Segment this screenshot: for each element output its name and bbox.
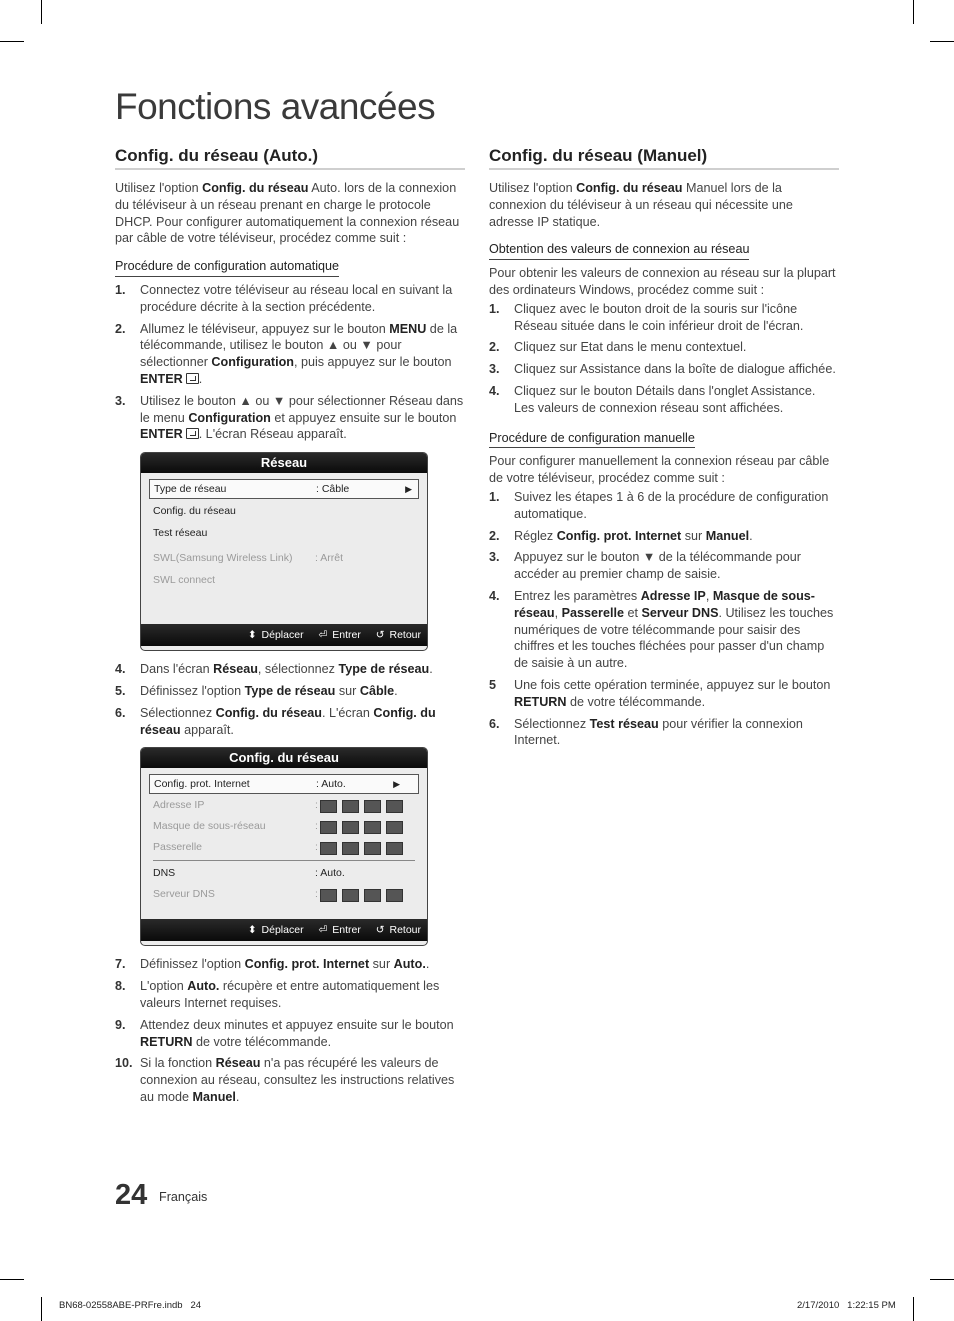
osd-row-dns-server[interactable]: Serveur DNS :: [149, 884, 419, 905]
list-item: 1. Connectez votre téléviseur au réseau local en suivant la procédure décrite à la section précédente.: [115, 282, 453, 314]
crop-mark: [913, 0, 914, 24]
ip-field: [386, 800, 403, 813]
page-title: Fonctions avancées: [115, 86, 436, 127]
list-item: 3. Cliquez sur Assistance dans la boîte de dialogue affichée.: [489, 362, 836, 377]
ip-field: [320, 889, 337, 902]
list-item: 6. Sélectionnez Config. du réseau. L'écran Config. du réseau apparaît.: [115, 705, 436, 737]
list-item: 3. Utilisez le bouton ▲ ou ▼ pour sélectionner Réseau dans le menu Configuration et appuyez ensuite sur le bouton ENTER . L'écran Réseau apparaît.: [115, 393, 464, 442]
obtain-values-intro: Pour obtenir les valeurs de connexion au réseau sur la plupart des ordinateurs Windows, procédez comme suit :: [489, 266, 836, 297]
section-heading-manual: Config. du réseau (Manuel): [489, 146, 839, 170]
ip-field: [342, 800, 359, 813]
section-heading-auto: Config. du réseau (Auto.): [115, 146, 465, 170]
return-icon: ↺: [375, 924, 385, 937]
ip-field: [386, 842, 403, 855]
ip-field: [320, 842, 337, 855]
osd-row-network-test[interactable]: Test réseau: [153, 527, 208, 540]
subheading-obtain-values: Obtention des valeurs de connexion au réseau: [489, 241, 749, 260]
ip-field: [320, 821, 337, 834]
list-item: 6. Sélectionnez Test réseau pour vérifier la connexion Internet.: [489, 716, 803, 748]
print-slug-date: 2/17/2010 1:22:15 PM: [797, 1300, 896, 1311]
osd-row-subnet-mask[interactable]: Masque de sous-réseau :: [149, 816, 419, 837]
ip-field: [364, 821, 381, 834]
list-item: 2. Cliquez sur Etat dans le menu contextuel.: [489, 340, 747, 355]
list-item: 7. Définissez l'option Config. prot. Internet sur Auto..: [115, 957, 430, 972]
page-number: 24: [115, 1179, 148, 1211]
osd-row-ip-address[interactable]: Adresse IP :: [149, 795, 419, 816]
print-slug-file: BN68-02558ABE-PRFre.indb 24: [59, 1300, 202, 1311]
osd-title: Réseau: [141, 453, 427, 473]
list-item: 9. Attendez deux minutes et appuyez ensuite sur le bouton RETURN de votre télécommande.: [115, 1017, 454, 1049]
osd-network-config-screen: [140, 747, 428, 946]
ip-field: [342, 889, 359, 902]
list-item: 4. Dans l'écran Réseau, sélectionnez Type de réseau.: [115, 662, 433, 677]
ip-field: [320, 800, 337, 813]
steps-manual: [489, 489, 839, 749]
move-icon: ⬍: [247, 924, 257, 937]
ip-field: [386, 889, 403, 902]
crop-mark: [930, 1279, 954, 1280]
osd-title: Config. du réseau: [141, 748, 427, 768]
list-item: 2. Réglez Config. prot. Internet sur Manuel.: [489, 528, 753, 543]
ip-field: [342, 842, 359, 855]
steps-auto-part1: [115, 282, 465, 443]
enter-icon: ⏎: [318, 924, 328, 937]
list-item: 3. Appuyez sur le bouton ▼ de la télécommande pour accéder au premier champ de saisie.: [489, 550, 801, 582]
intro-manual: Utilisez l'option Config. du réseau Manuel lors de la connexion du téléviseur à un réseau qui nécessite une adresse IP statique.: [489, 181, 793, 229]
ip-field: [386, 821, 403, 834]
crop-mark: [930, 41, 954, 42]
intro-auto: Utilisez l'option Config. du réseau Auto. lors de la connexion du téléviseur à un réseau prenant en charge le protocole DHCP. Pour configurer automatiquement la connexion réseau par câble de votre téléviseur, procédez comme suit :: [115, 181, 460, 246]
return-icon: ↺: [375, 629, 385, 642]
arrow-right-icon: ▶: [405, 484, 412, 495]
list-item: 1. Cliquez avec le bouton droit de la souris sur l'icône Réseau située dans le coin inférieur droit de l'écran.: [489, 301, 804, 333]
osd-row-swl[interactable]: SWL(Samsung Wireless Link) : Arrêt: [153, 552, 344, 565]
crop-mark: [0, 1279, 24, 1280]
ip-field: [364, 800, 381, 813]
list-item: 8. L'option Auto. récupère et entre automatiquement les valeurs Internet requises.: [115, 979, 440, 1010]
ip-field: [342, 821, 359, 834]
enter-icon: [186, 373, 199, 384]
osd-row-gateway[interactable]: Passerelle :: [149, 837, 419, 858]
list-item: 5. Définissez l'option Type de réseau sur Câble.: [115, 683, 398, 698]
move-icon: ⬍: [247, 629, 257, 642]
osd-network-screen: [140, 452, 428, 651]
enter-icon: ⏎: [318, 629, 328, 642]
subheading-manual-procedure: Procédure de configuration manuelle: [489, 430, 695, 449]
osd-footer: ⬍ Déplacer ⏎ Entrer ↺ Retour: [141, 624, 427, 646]
osd-row-network-type[interactable]: Type de réseau : Câble ▶: [149, 479, 419, 499]
osd-row-network-config[interactable]: Config. du réseau: [153, 505, 236, 518]
list-item: 4. Entrez les paramètres Adresse IP, Masque de sous-réseau, Passerelle et Serveur DNS. Utilisez les touches numériques de votre télécommande pour saisir des chiffres et les touches fléchées pour passer d'un champ de saisie à un autre.: [489, 588, 834, 671]
enter-icon: [186, 428, 199, 439]
steps-auto-part3: [115, 956, 465, 1105]
osd-footer: ⬍ Déplacer ⏎ Entrer ↺ Retour: [141, 919, 427, 941]
list-item: 4. Cliquez sur le bouton Détails dans l'onglet Assistance. Les valeurs de connexion réseau sont affichées.: [489, 383, 816, 415]
crop-mark: [41, 1297, 42, 1321]
page-language: Français: [159, 1190, 208, 1204]
list-item: 10. Si la fonction Réseau n'a pas récupéré les valeurs de connexion au réseau, consultez les instructions relatives au mode Manuel.: [115, 1056, 455, 1104]
manual-procedure-intro: Pour configurer manuellement la connexion réseau par câble de votre téléviseur, procédez comme suit :: [489, 454, 830, 486]
right-column: [489, 146, 839, 754]
left-column: [115, 146, 465, 1111]
osd-row-dns[interactable]: DNS : Auto.: [153, 867, 345, 880]
subheading-auto-procedure: Procédure de configuration automatique: [115, 258, 339, 277]
osd-row-ip-protocol[interactable]: Config. prot. Internet : Auto. ▶: [149, 774, 419, 794]
list-item: 5 Une fois cette opération terminée, appuyez sur le bouton RETURN de votre télécommande.: [489, 677, 831, 709]
steps-auto-part2: [115, 661, 465, 738]
ip-field: [364, 842, 381, 855]
steps-obtain-values: [489, 301, 839, 417]
osd-row-swl-connect[interactable]: SWL connect: [153, 574, 216, 587]
ip-field: [364, 889, 381, 902]
crop-mark: [41, 0, 42, 24]
crop-mark: [0, 41, 24, 42]
arrow-right-icon: ▶: [393, 779, 400, 790]
crop-mark: [913, 1297, 914, 1321]
divider: [153, 860, 415, 861]
list-item: 2. Allumez le téléviseur, appuyez sur le bouton MENU de la télécommande, utilisez le bouton ▲ ou ▼ pour sélectionner Configuration, puis appuyez sur le bouton ENTER .: [115, 321, 458, 386]
list-item: 1. Suivez les étapes 1 à 6 de la procédure de configuration automatique.: [489, 489, 829, 521]
